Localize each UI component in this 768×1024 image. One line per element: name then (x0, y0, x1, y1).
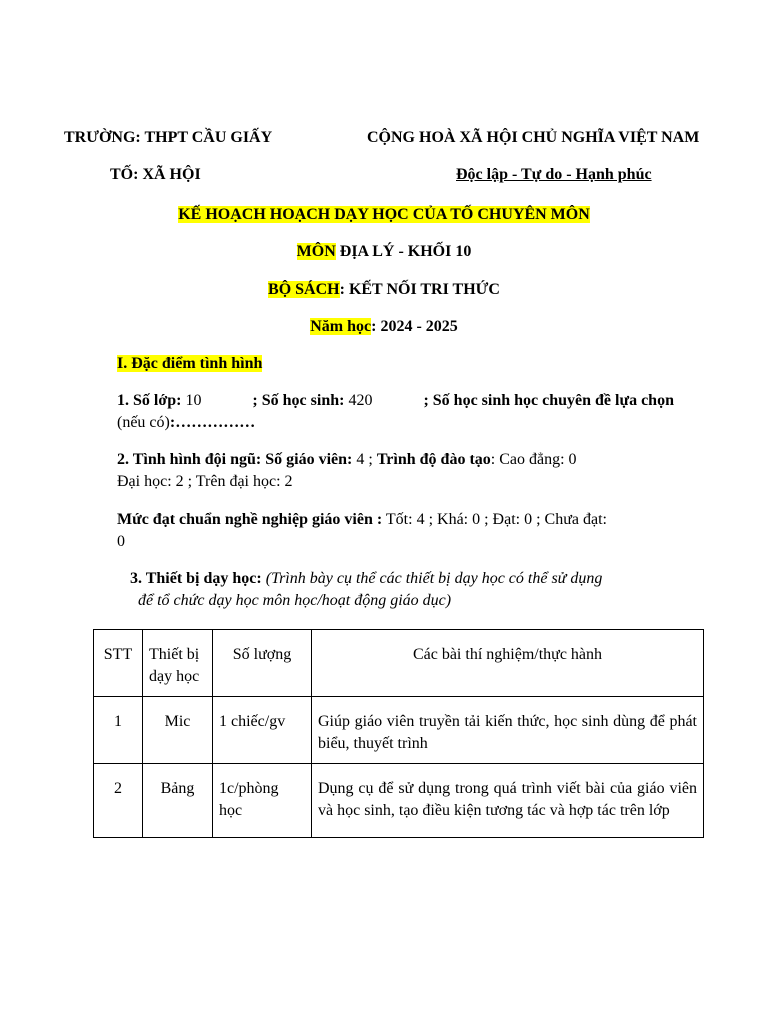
school-year-line: Năm học: 2024 - 2025 (310, 318, 458, 335)
group-name: TỐ: XÃ HỘI (110, 166, 201, 183)
class-student-info: 1. Số lớp: 10 ; Số học sinh: 420 ; Số học sinh học chuyên đề lựa chọn (nếu có):…………… (117, 392, 674, 431)
header-experiments: Các bài thí nghiệm/thực hành (312, 630, 704, 697)
school-name: TRƯỜNG: THPT CẦU GIẤY (64, 129, 273, 146)
equipment-table (93, 629, 704, 838)
section-heading: I. Đặc điểm tình hình (117, 355, 263, 372)
staff-info: 2. Tình hình đội ngũ: Số giáo viên: 4 ; Trình độ đào tạo: Cao đẳng: 0 Đại học: 2 ; Trên đại học: 2 (117, 451, 577, 490)
equipment-note: để tổ chức dạy học môn học/hoạt động giáo dục) (138, 592, 452, 609)
equipment-heading: 3. Thiết bị dạy học: (Trình bày cụ thể các thiết bị dạy học có thể sử dụng (130, 570, 603, 587)
book-line: BỘ SÁCH: KẾT NỐI TRI THỨC (268, 281, 500, 298)
national-motto: Độc lập - Tự do - Hạnh phúc (456, 166, 652, 183)
header-stt: STT (94, 630, 143, 697)
header-quantity: Số lượng (213, 630, 312, 697)
header-equipment: Thiết bị dạy học (143, 630, 213, 697)
subject-line: MÔN ĐỊA LÝ - KHỐI 10 (296, 243, 472, 260)
table-row: 1 Mic 1 chiếc/gv Giúp giáo viên truyền tải kiến thức, học sinh dùng để phát biểu, thuyết trình (94, 697, 704, 764)
table-row: 2 Bảng 1c/phòng học Dụng cụ để sử dụng trong quá trình viết bài của giáo viên và học sinh, tạo điều kiện tương tác và hợp tác trên lớp (94, 764, 704, 838)
country-name: CỘNG HOÀ XÃ HỘI CHỦ NGHĨA VIỆT NAM (367, 129, 700, 146)
document-title: KẾ HOẠCH HOẠCH DẠY HỌC CỦA TỐ CHUYÊN MÔN (178, 206, 590, 223)
teacher-standard-info: Mức đạt chuẩn nghề nghiệp giáo viên : Tốt: 4 ; Khá: 0 ; Đạt: 0 ; Chưa đạt: 0 (117, 511, 607, 550)
table-header-row (94, 630, 704, 697)
